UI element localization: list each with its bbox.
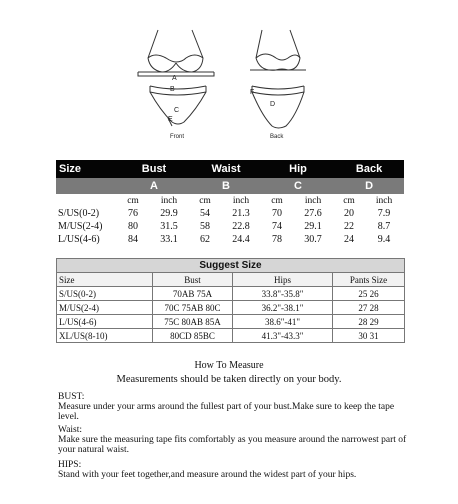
- hips-cell: 36.2"-38.1": [233, 301, 333, 315]
- size-cell: M/US(2-4): [57, 301, 153, 315]
- size-cell: XL/US(8-10): [57, 329, 153, 343]
- value-cell: 76: [128, 208, 138, 219]
- unit-cell: inch: [375, 195, 393, 206]
- label-f: F: [250, 89, 255, 96]
- value-cell: 9.4: [377, 234, 391, 245]
- suggest-size-table: [56, 258, 405, 343]
- back-top-icon: [250, 30, 306, 70]
- caption-front: Front: [170, 134, 185, 140]
- bust-cell: 80CD 85BC: [153, 329, 233, 343]
- value-cell: 24: [344, 234, 355, 245]
- table-row: [56, 220, 404, 233]
- bust-cell: 75C 80AB 85A: [153, 315, 233, 329]
- pants-cell: 30 31: [333, 329, 405, 343]
- hips-instructions: [58, 460, 408, 480]
- size-cell: S/US(0-2): [58, 208, 100, 219]
- size-cell: L/US(4-6): [57, 315, 153, 329]
- how-to-measure-subtitle: Measurements should be taken directly on your body.: [116, 374, 342, 385]
- header-waist: Waist: [190, 160, 262, 178]
- header-bust: Bust: [118, 160, 190, 178]
- value-cell: 80: [128, 221, 138, 232]
- value-cell: 22: [344, 221, 355, 232]
- hips-cell: 33.8"-35.8": [233, 287, 333, 301]
- value-cell: 20: [344, 208, 355, 219]
- size-cell: S/US(0-2): [57, 287, 153, 301]
- value-cell: 58: [200, 221, 211, 232]
- size-chart-table: [56, 160, 404, 246]
- letter-d: D: [334, 178, 404, 194]
- table-row: [57, 329, 405, 343]
- size-chart-letters: [56, 178, 404, 194]
- value-cell: 70: [272, 208, 283, 219]
- bust-text: Measure under your arms around the fullest part of your bust.Make sure to keep the tape level.: [58, 402, 395, 422]
- caption-back: Back: [270, 134, 284, 140]
- table-row: [57, 287, 405, 301]
- waist-label: Waist:: [58, 425, 83, 435]
- hips-label: HIPS:: [58, 460, 82, 470]
- value-cell: 7.9: [377, 208, 391, 219]
- value-cell: 31.5: [160, 221, 178, 232]
- header-back: Back: [334, 160, 404, 178]
- unit-cell: cm: [343, 195, 355, 206]
- letter-b: B: [190, 178, 262, 194]
- unit-cell: cm: [199, 195, 211, 206]
- label-b: B: [170, 86, 175, 93]
- size-chart-units: [56, 194, 404, 207]
- table-row: [56, 207, 404, 220]
- unit-cell: inch: [160, 195, 178, 206]
- suggest-size-header: [57, 273, 405, 287]
- header-hip: Hip: [262, 160, 334, 178]
- unit-cell: cm: [271, 195, 283, 206]
- table-row: [57, 315, 405, 329]
- header-bust: Bust: [153, 273, 233, 287]
- header-size: Size: [57, 273, 153, 287]
- pants-cell: 25 26: [333, 287, 405, 301]
- back-bottom-icon: [252, 86, 304, 128]
- bust-cell: 70C 75AB 80C: [153, 301, 233, 315]
- value-cell: 24.4: [232, 234, 250, 245]
- value-cell: 54: [200, 208, 211, 219]
- pants-cell: 27 28: [333, 301, 405, 315]
- unit-cell: inch: [304, 195, 322, 206]
- bust-cell: 70AB 75A: [153, 287, 233, 301]
- size-cell: M/US(2-4): [58, 221, 103, 232]
- hips-cell: 41.3"-43.3": [233, 329, 333, 343]
- waist-text: Make sure the measuring tape fits comfortably as you measure around the narrowest part of your natural waist.: [58, 435, 407, 455]
- value-cell: 27.6: [304, 208, 322, 219]
- bust-instructions: [58, 392, 408, 422]
- letter-a: A: [118, 178, 190, 194]
- value-cell: 22.8: [232, 221, 250, 232]
- value-cell: 21.3: [232, 208, 250, 219]
- bust-label: BUST:: [58, 392, 85, 402]
- how-to-measure-title: How To Measure: [194, 360, 264, 371]
- label-a: A: [172, 75, 177, 82]
- value-cell: 30.7: [304, 234, 322, 245]
- table-row: [57, 301, 405, 315]
- size-cell: L/US(4-6): [58, 234, 100, 245]
- size-chart-header: [56, 160, 404, 178]
- unit-cell: inch: [232, 195, 250, 206]
- hips-text: Stand with your feet together,and measure around the widest part of your hips.: [58, 470, 357, 480]
- value-cell: 29.9: [160, 208, 178, 219]
- waist-instructions: [58, 425, 408, 455]
- front-top-icon: [138, 30, 214, 76]
- garment-diagram: [0, 0, 458, 152]
- letter-c: C: [262, 178, 334, 194]
- unit-cell: cm: [127, 195, 139, 206]
- suggest-size-title: Suggest Size: [57, 259, 405, 273]
- value-cell: 78: [272, 234, 283, 245]
- label-c: C: [174, 107, 180, 114]
- pants-cell: 28 29: [333, 315, 405, 329]
- header-size: Size: [56, 160, 118, 178]
- value-cell: 84: [128, 234, 138, 245]
- header-pants-size: Pants Size: [333, 273, 405, 287]
- value-cell: 8.7: [377, 221, 391, 232]
- value-cell: 62: [200, 234, 211, 245]
- label-d: D: [270, 101, 276, 108]
- value-cell: 74: [272, 221, 283, 232]
- value-cell: 33.1: [160, 234, 178, 245]
- table-row: [56, 233, 404, 246]
- value-cell: 29.1: [304, 221, 322, 232]
- front-bottom-icon: [150, 86, 206, 126]
- label-e: E: [168, 116, 173, 123]
- header-hips: Hips: [233, 273, 333, 287]
- hips-cell: 38.6"-41": [233, 315, 333, 329]
